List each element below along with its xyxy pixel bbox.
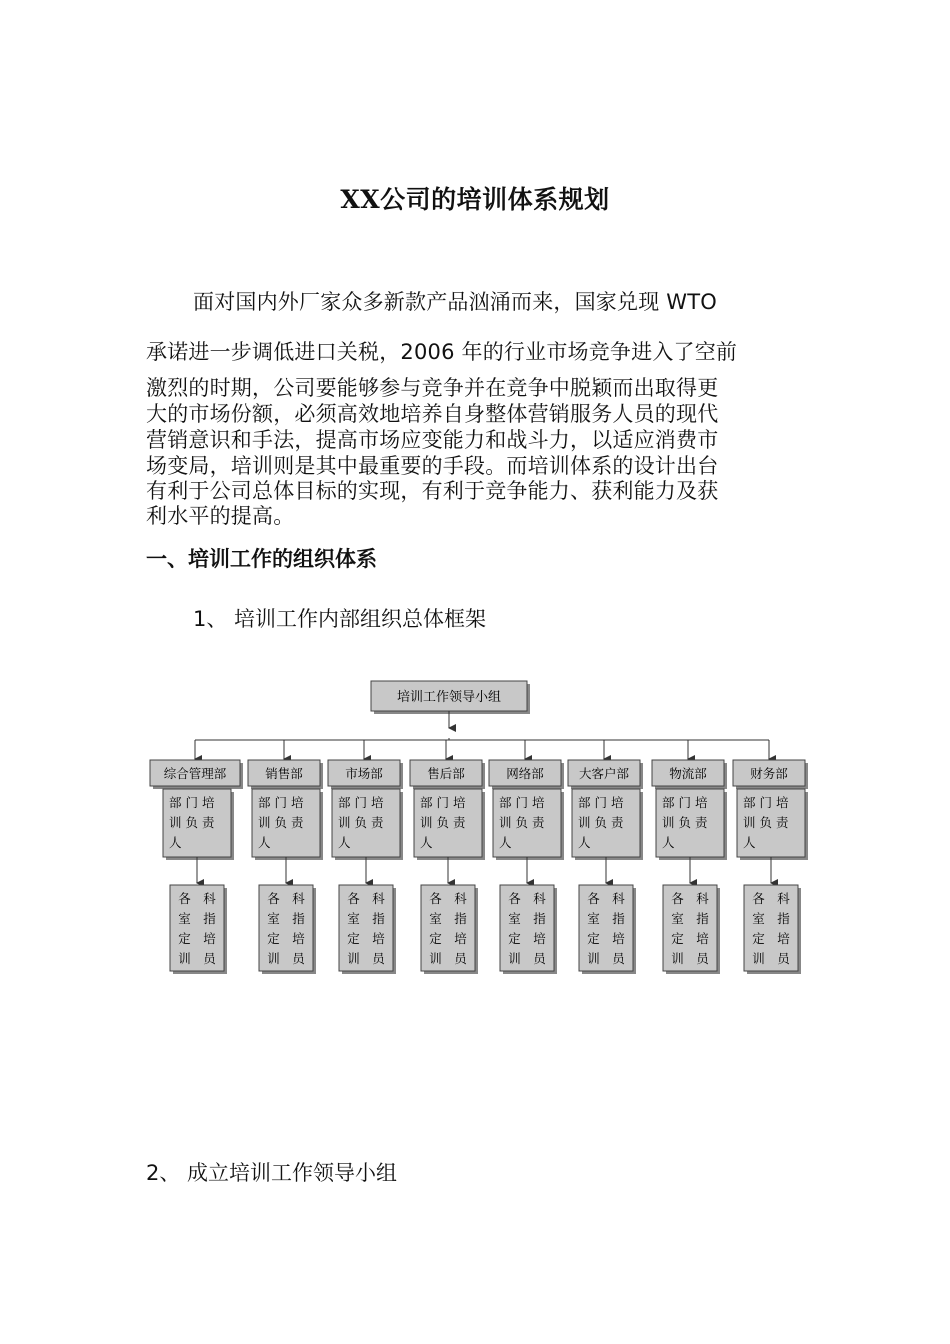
trainer-label: 各 科 [347, 891, 385, 906]
dept-label: 售后部 [427, 766, 465, 781]
trainer-label: 各 科 [752, 891, 790, 906]
responsible-label: 训 负 责 [662, 815, 708, 830]
paragraph-line: 利水平的提高。 [146, 504, 295, 528]
paragraph-line: 大的市场份额，必须高效地培养自身整体营销服务人员的现代 [146, 402, 719, 426]
trainer-label: 各 科 [429, 891, 467, 906]
trainer-label: 室 指 [671, 911, 709, 926]
paragraph-line: 有利于公司总体目标的实现，有利于竞争能力、获利能力及获 [146, 479, 719, 503]
dept-label: 大客户部 [578, 766, 630, 781]
responsible-label: 人 [578, 835, 591, 850]
responsible-label: 部 门 培 [420, 795, 466, 810]
dept-label: 财务部 [750, 766, 788, 781]
paragraph-line: 营销意识和手法，提高市场应变能力和战斗力，以适应消费市 [146, 428, 719, 452]
trainer-label: 训 员 [671, 951, 709, 966]
paragraph-line: 承诺进一步调低进口关税，2006 年的行业市场竞争进入了空前 [146, 340, 738, 364]
responsible-label: 人 [258, 835, 271, 850]
trainer-label: 定 培 [752, 931, 790, 946]
org-chart [140, 672, 820, 982]
trainer-label: 室 指 [752, 911, 790, 926]
trainer-label: 室 指 [347, 911, 385, 926]
paragraph-line: 激烈的时期，公司要能够参与竞争并在竞争中脱颖而出取得更 [146, 376, 719, 400]
responsible-label: 人 [743, 835, 756, 850]
trainer-label: 定 培 [178, 931, 216, 946]
trainer-label: 各 科 [587, 891, 625, 906]
trainer-label: 训 员 [752, 951, 790, 966]
responsible-label: 训 负 责 [499, 815, 545, 830]
trainer-label: 训 员 [178, 951, 216, 966]
responsible-label: 部 门 培 [578, 795, 624, 810]
responsible-label: 训 负 责 [743, 815, 789, 830]
responsible-label: 人 [662, 835, 675, 850]
paragraph-line: 场变局，培训则是其中最重要的手段。而培训体系的设计出台 [146, 454, 719, 478]
trainer-label: 室 指 [178, 911, 216, 926]
trainer-label: 各 科 [178, 891, 216, 906]
trainer-label: 训 员 [587, 951, 625, 966]
responsible-label: 部 门 培 [258, 795, 304, 810]
responsible-label: 人 [420, 835, 433, 850]
trainer-label: 定 培 [587, 931, 625, 946]
dept-label: 网络部 [506, 766, 544, 781]
subsection-heading: 2、 成立培训工作领导小组 [146, 1161, 398, 1185]
trainer-label: 定 培 [671, 931, 709, 946]
responsible-label: 训 负 责 [420, 815, 466, 830]
responsible-label: 训 负 责 [258, 815, 304, 830]
trainer-label: 定 培 [347, 931, 385, 946]
responsible-label: 部 门 培 [499, 795, 545, 810]
dept-label: 综合管理部 [163, 766, 227, 781]
trainer-label: 定 培 [267, 931, 305, 946]
responsible-label: 部 门 培 [743, 795, 789, 810]
subsection-heading: 1、 培训工作内部组织总体框架 [193, 607, 487, 631]
dept-label: 物流部 [669, 766, 707, 781]
dept-label: 销售部 [265, 766, 303, 781]
trainer-label: 训 员 [347, 951, 385, 966]
trainer-label: 定 培 [508, 931, 546, 946]
paragraph-line: 面对国内外厂家众多新款产品汹涌而来，国家兑现 WTO [193, 290, 717, 314]
responsible-label: 人 [169, 835, 182, 850]
responsible-label: 训 负 责 [338, 815, 384, 830]
trainer-label: 定 培 [429, 931, 467, 946]
trainer-label: 室 指 [587, 911, 625, 926]
trainer-label: 室 指 [429, 911, 467, 926]
trainer-label: 室 指 [508, 911, 546, 926]
responsible-label: 训 负 责 [578, 815, 624, 830]
trainer-label: 室 指 [267, 911, 305, 926]
root-label: 培训工作领导小组 [396, 690, 502, 705]
page-title: XX公司的培训体系规划 [340, 185, 610, 214]
trainer-label: 各 科 [508, 891, 546, 906]
dept-label: 市场部 [345, 766, 383, 781]
responsible-label: 部 门 培 [338, 795, 384, 810]
responsible-label: 部 门 培 [169, 795, 215, 810]
responsible-label: 训 负 责 [169, 815, 215, 830]
responsible-label: 人 [499, 835, 512, 850]
trainer-label: 各 科 [671, 891, 709, 906]
trainer-label: 训 员 [508, 951, 546, 966]
trainer-label: 训 员 [429, 951, 467, 966]
responsible-label: 人 [338, 835, 351, 850]
trainer-label: 各 科 [267, 891, 305, 906]
trainer-label: 训 员 [267, 951, 305, 966]
responsible-label: 部 门 培 [662, 795, 708, 810]
section-heading: 一、培训工作的组织体系 [146, 547, 377, 571]
